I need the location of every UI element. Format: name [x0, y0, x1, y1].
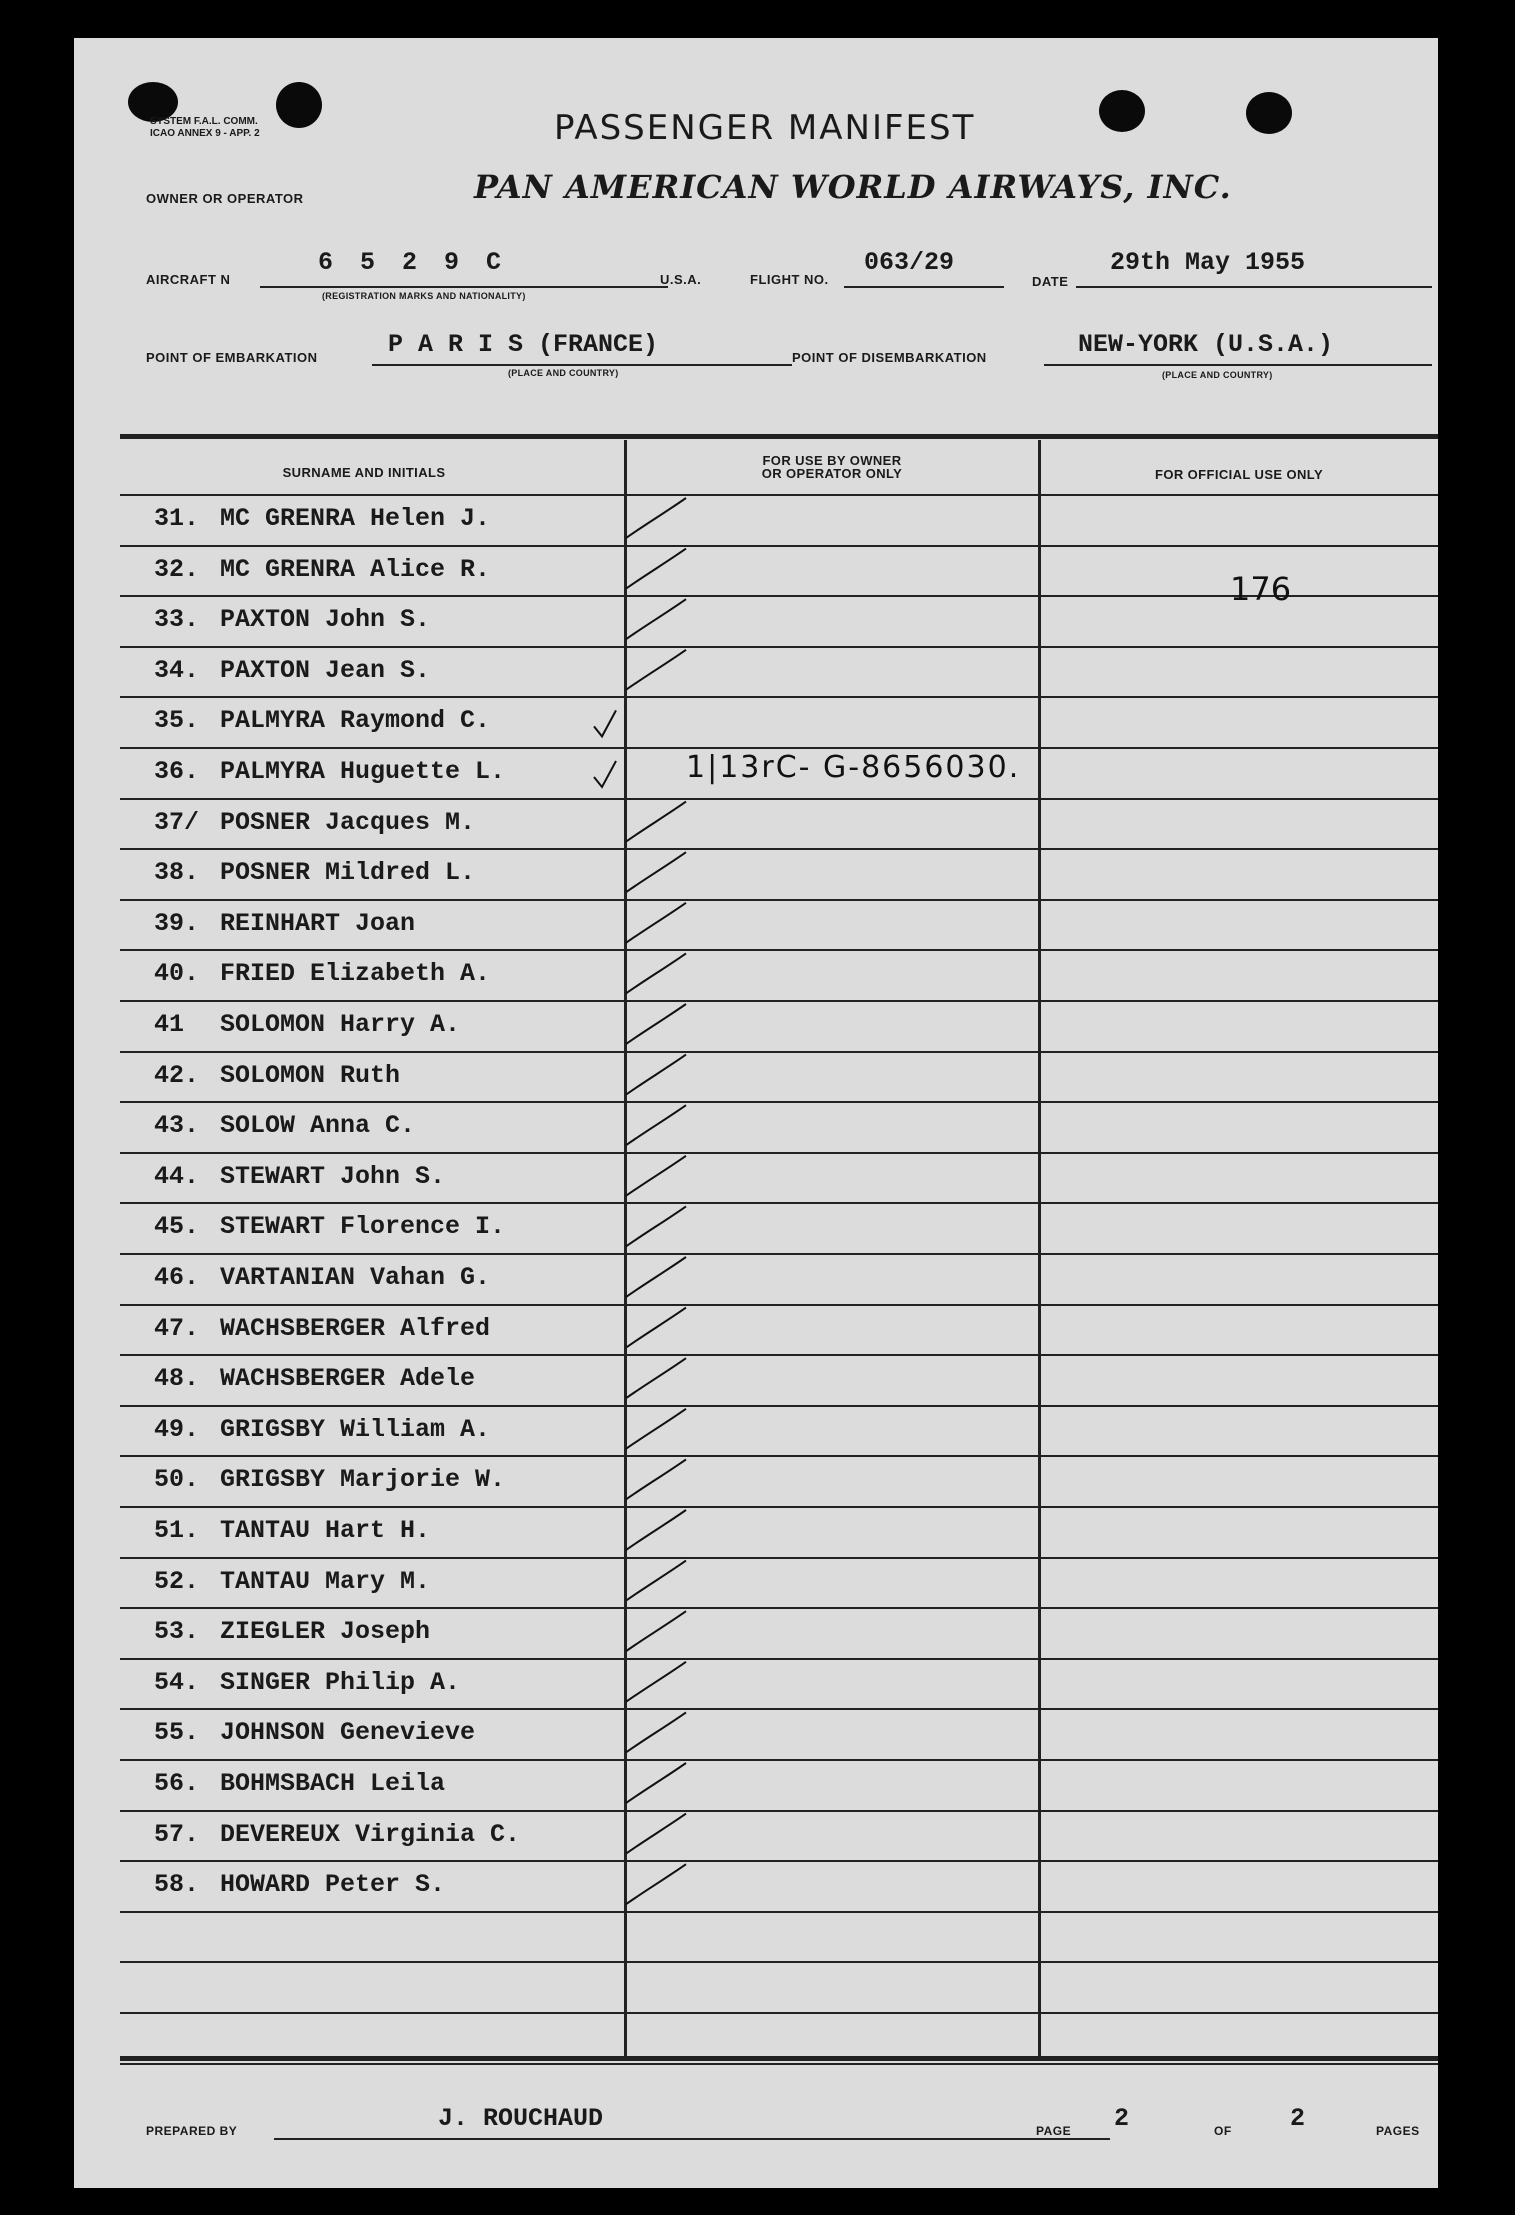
surname-column-header: SURNAME AND INITIALS — [282, 465, 446, 480]
passenger-name: SOLOW Anna C. — [220, 1111, 416, 1140]
passenger-number: 43. — [154, 1111, 200, 1140]
row-rule — [120, 1759, 1438, 1761]
row-rule — [120, 1354, 1438, 1356]
passenger-number: 52. — [154, 1567, 200, 1596]
check-mark — [626, 599, 686, 639]
flight-label: FLIGHT NO. — [750, 272, 829, 287]
passenger-number: 39. — [154, 909, 200, 938]
page-title: PASSENGER MANIFEST — [554, 108, 976, 148]
form-stamp-line: SYSTEM F.A.L. COMM. — [150, 116, 258, 127]
prepared-underline — [274, 2138, 1110, 2140]
passenger-name: PAXTON John S. — [220, 605, 431, 634]
passenger-name: PALMYRA Raymond C. — [220, 706, 491, 735]
passenger-number: 51. — [154, 1516, 200, 1545]
check-mark — [594, 710, 616, 736]
passenger-name: TANTAU Hart H. — [220, 1516, 431, 1545]
passenger-number: 35. — [154, 706, 200, 735]
check-mark — [626, 1206, 686, 1246]
row-rule — [120, 1051, 1438, 1053]
punch-hole — [1246, 92, 1292, 134]
aircraft-underline — [260, 286, 668, 288]
passenger-name: FRIED Elizabeth A. — [220, 959, 491, 988]
prepared-label: PREPARED BY — [146, 2124, 238, 2138]
registration-note: (REGISTRATION MARKS AND NATIONALITY) — [322, 291, 526, 301]
row-rule — [120, 646, 1438, 648]
check-mark — [626, 802, 686, 842]
passenger-name: STEWART John S. — [220, 1162, 446, 1191]
date-label: DATE — [1032, 274, 1069, 289]
check-mark — [626, 498, 686, 538]
form-stamp-line: ICAO ANNEX 9 - APP. 2 — [150, 128, 260, 139]
row-rule — [120, 1152, 1438, 1154]
aircraft-value: 6 5 2 9 C — [318, 248, 508, 277]
page-value: 2 — [1114, 2104, 1130, 2133]
passenger-number: 32. — [154, 555, 200, 584]
passenger-number: 56. — [154, 1769, 200, 1798]
passenger-name: DEVEREUX Virginia C. — [220, 1820, 521, 1849]
row-rule — [120, 899, 1438, 901]
disembark-note: (PLACE AND COUNTRY) — [1162, 370, 1273, 380]
passenger-number: 42. — [154, 1061, 200, 1090]
passenger-number: 57. — [154, 1820, 200, 1849]
passenger-number: 38. — [154, 858, 200, 887]
owner-use-header-line1: FOR USE BY OWNER — [762, 453, 902, 468]
row-rule — [120, 747, 1438, 749]
row-rule — [120, 1607, 1438, 1609]
check-mark — [626, 1257, 686, 1297]
aircraft-label: AIRCRAFT N — [146, 272, 231, 287]
row-rule — [120, 1708, 1438, 1710]
row-rule — [120, 1101, 1438, 1103]
passenger-name: WACHSBERGER Adele — [220, 1364, 476, 1393]
row-rule — [120, 949, 1438, 951]
flight-underline — [844, 286, 1004, 288]
of-label: OF — [1214, 2124, 1232, 2138]
embark-value: P A R I S (FRANCE) — [388, 330, 659, 359]
check-mark — [626, 1308, 686, 1348]
row-rule — [120, 1506, 1438, 1508]
passenger-number: 36. — [154, 757, 200, 786]
check-mark — [594, 761, 616, 787]
passenger-name: VARTANIAN Vahan G. — [220, 1263, 491, 1292]
row-rule — [120, 545, 1438, 547]
passenger-name: WACHSBERGER Alfred — [220, 1314, 491, 1343]
passenger-number: 41 — [154, 1010, 185, 1039]
passenger-number: 40. — [154, 959, 200, 988]
check-mark — [626, 1763, 686, 1803]
row-rule — [120, 1961, 1438, 1963]
row-rule — [120, 1304, 1438, 1306]
embark-note: (PLACE AND COUNTRY) — [508, 368, 619, 378]
check-mark — [626, 1156, 686, 1196]
passenger-name: TANTAU Mary M. — [220, 1567, 431, 1596]
country-label: U.S.A. — [660, 272, 702, 287]
row-rule — [120, 1810, 1438, 1812]
manifest-page — [74, 38, 1438, 2188]
passenger-name: REINHART Joan — [220, 909, 416, 938]
date-underline — [1076, 286, 1432, 288]
row-rule — [120, 2012, 1438, 2014]
passenger-name: POSNER Mildred L. — [220, 858, 476, 887]
flight-value: 063/29 — [864, 248, 955, 277]
table-bottom-rule — [120, 2056, 1438, 2061]
passenger-name: BOHMSBACH Leila — [220, 1769, 446, 1798]
passenger-number: 45. — [154, 1212, 200, 1241]
check-mark — [626, 1611, 686, 1651]
check-mark — [626, 1004, 686, 1044]
row-rule — [120, 1253, 1438, 1255]
check-mark — [626, 1105, 686, 1145]
passenger-name: POSNER Jacques M. — [220, 808, 476, 837]
check-mark — [626, 1459, 686, 1499]
passenger-name: ZIEGLER Joseph — [220, 1617, 431, 1646]
passenger-name: GRIGSBY William A. — [220, 1415, 491, 1444]
check-mark — [626, 1409, 686, 1449]
row-rule — [120, 1405, 1438, 1407]
page-label: PAGE — [1036, 2124, 1072, 2138]
row-rule — [120, 1658, 1438, 1660]
passenger-number: 47. — [154, 1314, 200, 1343]
passenger-number: 55. — [154, 1718, 200, 1747]
check-mark — [626, 1662, 686, 1702]
passenger-name: PAXTON Jean S. — [220, 656, 431, 685]
passenger-name: JOHNSON Genevieve — [220, 1718, 476, 1747]
passenger-number: 37/ — [154, 808, 200, 837]
owner-use-column-header — [632, 454, 1032, 480]
pages-label: PAGES — [1376, 2124, 1420, 2138]
check-mark — [626, 1055, 686, 1095]
check-mark — [626, 650, 686, 690]
check-mark — [626, 549, 686, 589]
punch-hole — [276, 82, 322, 128]
column-divider — [624, 440, 627, 2056]
row-rule — [120, 2063, 1438, 2065]
prepared-value: J. ROUCHAUD — [438, 2104, 604, 2133]
passenger-number: 46. — [154, 1263, 200, 1292]
punch-hole — [1099, 90, 1145, 132]
passenger-number: 54. — [154, 1668, 200, 1697]
check-mark — [626, 1561, 686, 1601]
passenger-name: SOLOMON Harry A. — [220, 1010, 461, 1039]
passenger-name: HOWARD Peter S. — [220, 1870, 446, 1899]
passenger-number: 50. — [154, 1465, 200, 1494]
check-mark — [626, 1358, 686, 1398]
row-rule — [120, 798, 1438, 800]
check-mark — [626, 852, 686, 892]
check-mark — [626, 1510, 686, 1550]
passenger-name: SOLOMON Ruth — [220, 1061, 401, 1090]
official-note: 176 — [1230, 570, 1292, 608]
row-rule — [120, 848, 1438, 850]
row-rule — [120, 696, 1438, 698]
column-divider — [1038, 440, 1041, 2056]
disembark-underline — [1044, 364, 1432, 366]
passenger-name: SINGER Philip A. — [220, 1668, 461, 1697]
check-mark — [626, 903, 686, 943]
row-rule — [120, 1860, 1438, 1862]
passenger-number: 49. — [154, 1415, 200, 1444]
passenger-number: 44. — [154, 1162, 200, 1191]
owner-label: OWNER OR OPERATOR — [146, 191, 304, 206]
passenger-name: GRIGSBY Marjorie W. — [220, 1465, 506, 1494]
table-top-rule — [120, 434, 1438, 439]
row-rule — [120, 1911, 1438, 1913]
passenger-number: 34. — [154, 656, 200, 685]
embark-underline — [372, 364, 792, 366]
row-rule — [120, 494, 1438, 496]
row-rule — [120, 1557, 1438, 1559]
owner-note: 1|13rC- G-8656030. — [686, 750, 1021, 785]
disembark-label: POINT OF DISEMBARKATION — [792, 350, 987, 365]
embark-label: POINT OF EMBARKATION — [146, 350, 318, 365]
passenger-name: PALMYRA Huguette L. — [220, 757, 506, 786]
official-column-header: FOR OFFICIAL USE ONLY — [1154, 467, 1324, 482]
passenger-number: 31. — [154, 504, 200, 533]
passenger-name: MC GRENRA Helen J. — [220, 504, 491, 533]
passenger-number: 53. — [154, 1617, 200, 1646]
passenger-name: STEWART Florence I. — [220, 1212, 506, 1241]
disembark-value: NEW-YORK (U.S.A.) — [1078, 330, 1334, 359]
owner-value: PAN AMERICAN WORLD AIRWAYS, INC. — [474, 168, 1232, 206]
passenger-number: 58. — [154, 1870, 200, 1899]
owner-use-header-line2: OR OPERATOR ONLY — [761, 466, 903, 481]
passenger-name: MC GRENRA Alice R. — [220, 555, 491, 584]
passenger-number: 48. — [154, 1364, 200, 1393]
check-mark — [626, 1712, 686, 1752]
of-value: 2 — [1290, 2104, 1306, 2133]
row-rule — [120, 1455, 1438, 1457]
row-rule — [120, 1000, 1438, 1002]
passenger-number: 33. — [154, 605, 200, 634]
date-value: 29th May 1955 — [1110, 248, 1306, 277]
check-mark — [626, 953, 686, 993]
check-mark — [626, 1814, 686, 1854]
row-rule — [120, 1202, 1438, 1204]
check-mark — [626, 1864, 686, 1904]
